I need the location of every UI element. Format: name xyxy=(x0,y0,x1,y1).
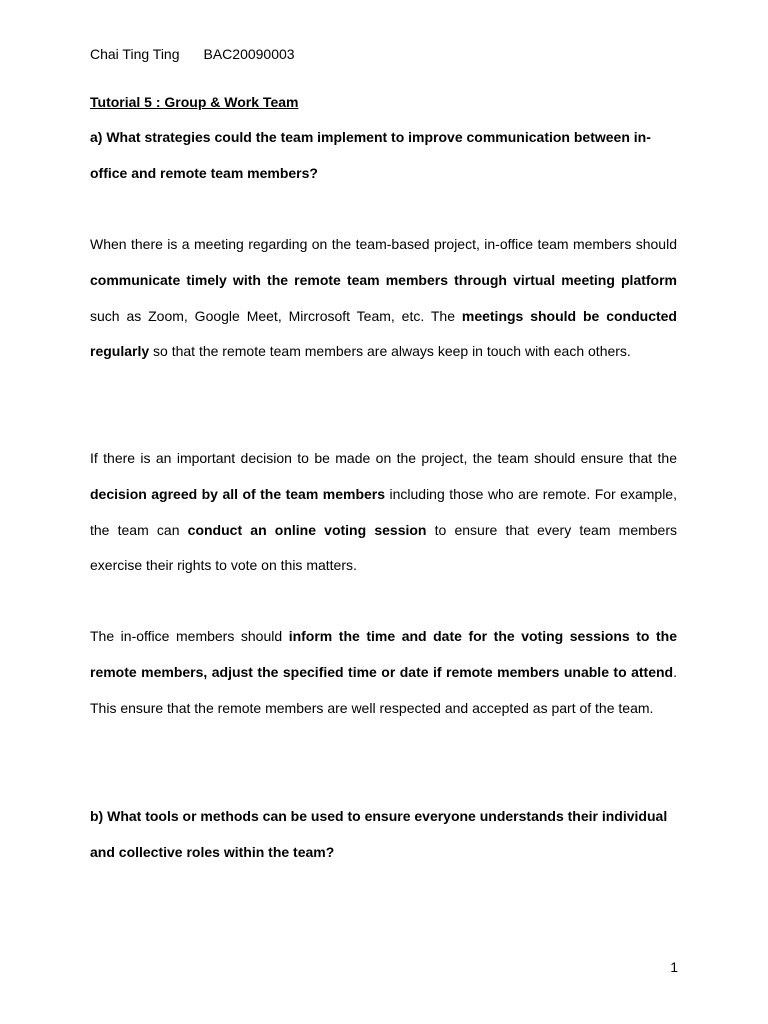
tutorial-title: Tutorial 5 : Group & Work Team xyxy=(90,94,299,110)
document-header xyxy=(90,45,295,63)
paragraph-1-text-3: so that the remote team members are always keep in touch with each others. xyxy=(149,343,631,360)
paragraph-3-bold-1: inform the time and date for the voting sessions to the remote members, adjust the specified time or date if remote members unable to attend xyxy=(90,628,678,680)
paragraph-1-text-2: such as Zoom, Google Meet, Mircrosoft Team, etc. The xyxy=(90,307,462,324)
paragraph-2-text-1: If there is an important decision to be made on the project, the team should ensure that the xyxy=(90,450,677,466)
paragraph-2-bold-2: conduct an online voting session xyxy=(187,521,427,538)
paragraph-1-bold-2: meetings should be conducted regularly xyxy=(90,307,677,360)
paragraph-2-bold-1: decision agreed by all of the team members xyxy=(90,485,386,502)
paragraph-1-text-1: When there is a meeting regarding on the team-based project, in-office team members should xyxy=(90,236,677,252)
paragraph-2-text-2: including those who are remote. For example, the team can xyxy=(90,485,677,538)
paragraph-2-text-3: to ensure that every team members exercise their rights to vote on this matters. xyxy=(90,521,678,574)
question-a: a) What strategies could the team implement to improve communication between in-office and remote team members? xyxy=(90,129,651,181)
paragraph-3-text-2: . This ensure that the remote members are well respected and accepted as part of the team. xyxy=(90,663,677,716)
author-name: Chai Ting Ting xyxy=(90,46,180,62)
paragraph-1-bold-1: communicate timely with the remote team members through virtual meeting platform xyxy=(90,271,677,288)
paragraph-1 xyxy=(90,227,677,370)
question-b: b) What tools or methods can be used to ensure everyone understands their individual and collective roles within the team? xyxy=(90,808,668,860)
document-page xyxy=(90,0,677,1024)
paragraph-2 xyxy=(90,441,677,584)
student-id: BAC20090003 xyxy=(203,46,295,62)
page-number: 1 xyxy=(670,959,678,975)
paragraph-3 xyxy=(90,619,677,726)
paragraph-3-text-1: The in-office members should xyxy=(90,628,289,644)
